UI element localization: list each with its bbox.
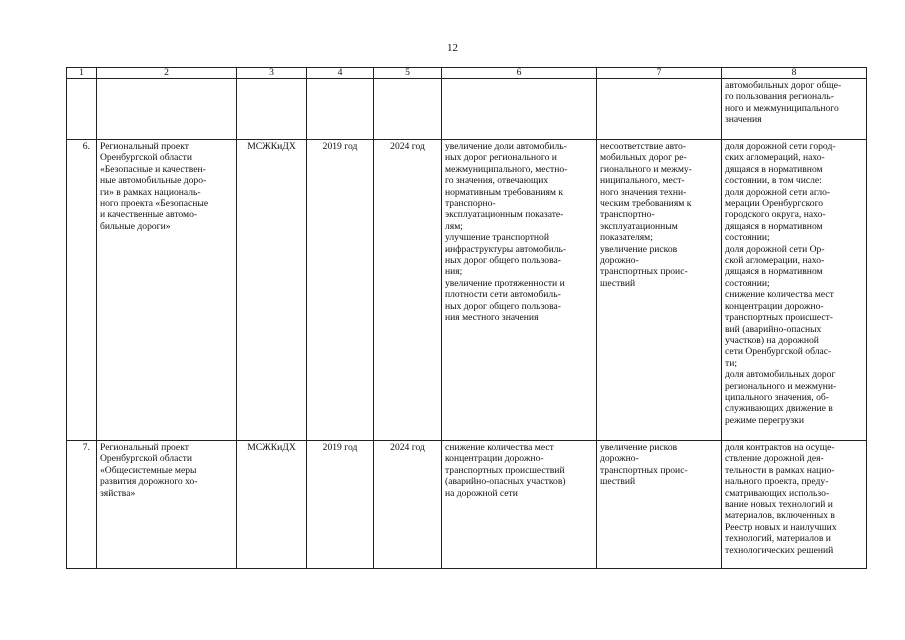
cell-text-line: снижение количества мест	[445, 442, 554, 453]
responsible-cell: МСЖКиДХ	[237, 441, 307, 569]
cell-text-line: ческим требованиям к	[600, 198, 692, 210]
header-cell: 1	[67, 68, 97, 79]
cell-text-line: увеличение рисков	[600, 243, 678, 255]
header-cell: 3	[237, 68, 307, 79]
cell-text-line: вание новых технологий и	[725, 499, 833, 511]
table-row-continuation	[67, 79, 867, 140]
cell-text-line: доля дорожной сети Ор-	[725, 243, 825, 255]
table-cell	[442, 79, 597, 140]
cell-text-line: го значения, отвечающих	[445, 175, 549, 187]
cell-text-line: дящаяся в нормативном	[725, 266, 823, 278]
cell-text-line: значения	[725, 114, 762, 126]
cell-text-line: Реестр новых и наилучших	[725, 521, 837, 533]
cell-text-line: гионального и межму-	[600, 163, 692, 175]
table-header-row	[67, 68, 867, 79]
header-cell: 5	[374, 68, 442, 79]
cell-text-line: ния местного значения	[445, 312, 539, 324]
expected-results-cell	[442, 441, 597, 569]
cell-text-line: ниципального, мест-	[600, 175, 685, 187]
table-cell	[597, 79, 722, 140]
cell-text-line: материалов, включенных в	[725, 510, 835, 522]
cell-text-line: ствление дорожной дея-	[725, 453, 824, 465]
cell-text-line: служивающих движение в	[725, 403, 833, 415]
cell-text-line: лям;	[445, 220, 463, 232]
header-cell: 4	[307, 68, 374, 79]
cell-text-line: мерации Оренбургского	[725, 198, 824, 210]
cell-text-line: ципального значения, об-	[725, 391, 829, 403]
project-name-cell	[97, 140, 237, 441]
cell-text-line: эксплуатационным показате-	[445, 209, 564, 221]
cell-text-line: дящаяся в нормативном	[725, 220, 823, 232]
cell-text-line: концентрации дорожно-	[725, 300, 824, 312]
indicators-cell	[722, 441, 867, 569]
cell-text-line: транспортных происшест-	[725, 312, 833, 324]
cell-text-line: ного значения техни-	[600, 186, 687, 198]
header-cell: 6	[442, 68, 597, 79]
cell-text-line: улучшение транспортной	[445, 232, 549, 244]
table-cell	[97, 79, 237, 140]
cell-text-line: дорожно-	[600, 453, 639, 465]
cell-text-line: шествий	[600, 277, 636, 289]
cell-text-line: «Безопасные и качествен-	[100, 163, 206, 175]
cell-text-line: увеличение рисков	[600, 442, 678, 453]
cell-text-line: «Общесистемные меры	[100, 464, 197, 476]
cell-text-line: режиме перегрузки	[725, 414, 804, 426]
cell-text-line: ных дорог общего пользова-	[445, 300, 561, 312]
cell-text-line: ных дорог общего пользова-	[445, 255, 561, 267]
cell-text-line: нального проекта, преду-	[725, 476, 829, 488]
cell-text-line: развития дорожного хо-	[100, 476, 198, 488]
cell-text-line: Оренбургской области	[100, 453, 192, 465]
cell-text-line: нормативным требованиям к	[445, 186, 564, 198]
cell-text-line: снижение количества мест	[725, 289, 834, 301]
cell-text-line: доля дорожной сети агло-	[725, 186, 831, 198]
cell-text-line: показателям;	[600, 232, 653, 244]
end-year-cell: 2024 год	[374, 441, 442, 569]
cell-text-line: сети Оренбургской облас-	[725, 346, 832, 358]
cell-text-line: сматривающих использо-	[725, 487, 830, 499]
cell-text-line: доля дорожной сети город-	[725, 141, 836, 152]
cell-text-line: транспорно-	[445, 198, 496, 210]
cell-text-line: (аварийно-опасных участков)	[445, 476, 566, 488]
cell-text-line: бильные дороги»	[100, 220, 171, 232]
table-row	[67, 441, 867, 569]
indicators-cell	[722, 140, 867, 441]
cell-text-line: Оренбургской области	[100, 152, 192, 164]
table-cell	[67, 79, 97, 140]
cell-text-line: Региональный проект	[100, 141, 189, 152]
cell-text-line: доля автомобильных дорог	[725, 369, 836, 381]
cell-text-line: доля контрактов на осуще-	[725, 442, 835, 453]
cell-text-line: увеличение протяженности и	[445, 277, 565, 289]
project-name-cell	[97, 441, 237, 569]
table-row	[67, 140, 867, 441]
cell-text-line: дящаяся в нормативном	[725, 163, 823, 175]
regional-projects-table	[66, 67, 867, 569]
consequences-cell	[597, 441, 722, 569]
cell-text-line: транспортных происшествий	[445, 464, 565, 476]
cell-text-line: транспортно-	[600, 209, 655, 221]
cell-text-line: эксплуатационным	[600, 220, 678, 232]
cell-text-line: тельности в рамках нацио-	[725, 464, 835, 476]
cell-text-line: регионального и межмуни-	[725, 380, 837, 392]
cell-text-line: плотности сети автомобиль-	[445, 289, 561, 301]
cell-text-line: шествий	[600, 476, 636, 488]
cell-text-line: концентрации дорожно-	[445, 453, 544, 465]
cell-text-line: ного и межмуниципального	[725, 102, 839, 114]
table-cell	[237, 79, 307, 140]
cell-text-line: и качественные автомо-	[100, 209, 198, 221]
cell-text-line: межмуниципального, местно-	[445, 163, 568, 175]
header-cell: 2	[97, 68, 237, 79]
cell-text-line: зяйства»	[100, 487, 136, 499]
cell-text-line: состоянии;	[725, 232, 770, 244]
page-number: 12	[447, 42, 458, 54]
cell-text-line: ских агломераций, нахо-	[725, 152, 825, 164]
row-number: 6.	[67, 140, 97, 441]
cell-text-line: ги» в рамках националь-	[100, 186, 201, 198]
cell-text-line: технологий, материалов и	[725, 533, 831, 545]
indicators-cell	[722, 79, 867, 140]
cell-text-line: состоянии, в том числе:	[725, 175, 822, 187]
cell-text-line: мобильных дорог ре-	[600, 152, 687, 164]
cell-text-line: транспортных проис-	[600, 464, 688, 476]
end-year-cell: 2024 год	[374, 140, 442, 441]
table-cell	[307, 79, 374, 140]
table-cell	[374, 79, 442, 140]
cell-text-line: дорожно-	[600, 255, 639, 267]
cell-text-line: ния;	[445, 266, 463, 278]
row-number: 7.	[67, 441, 97, 569]
cell-text-line: ти;	[725, 357, 737, 369]
expected-results-cell	[442, 140, 597, 441]
cell-text-line: несоответствие авто-	[600, 141, 686, 152]
header-cell: 8	[722, 68, 867, 79]
cell-text-line: технологических решений	[725, 544, 834, 556]
start-year-cell: 2019 год	[307, 140, 374, 441]
cell-text-line: транспортных проис-	[600, 266, 688, 278]
cell-text-line: ской агломерации, нахо-	[725, 255, 825, 267]
cell-text-line: ные автомобильные доро-	[100, 175, 207, 187]
cell-text-line: состоянии;	[725, 277, 770, 289]
start-year-cell: 2019 год	[307, 441, 374, 569]
consequences-cell	[597, 140, 722, 441]
cell-text-line: Региональный проект	[100, 442, 189, 453]
cell-text-line: автомобильных дорог обще-	[725, 80, 842, 91]
cell-text-line: на дорожной сети	[445, 487, 518, 499]
cell-text-line: ного проекта «Безопасные	[100, 198, 209, 210]
cell-text-line: участков) на дорожной	[725, 334, 819, 346]
header-cell: 7	[597, 68, 722, 79]
cell-text-line: го пользования региональ-	[725, 91, 834, 103]
cell-text-line: городского округа, нахо-	[725, 209, 826, 221]
responsible-cell: МСЖКиДХ	[237, 140, 307, 441]
cell-text-line: увеличение доли автомобиль-	[445, 141, 567, 152]
cell-text-line: вий (аварийно-опасных	[725, 323, 822, 335]
cell-text-line: ных дорог регионального и	[445, 152, 557, 164]
cell-text-line: инфраструктуры автомобиль-	[445, 243, 567, 255]
